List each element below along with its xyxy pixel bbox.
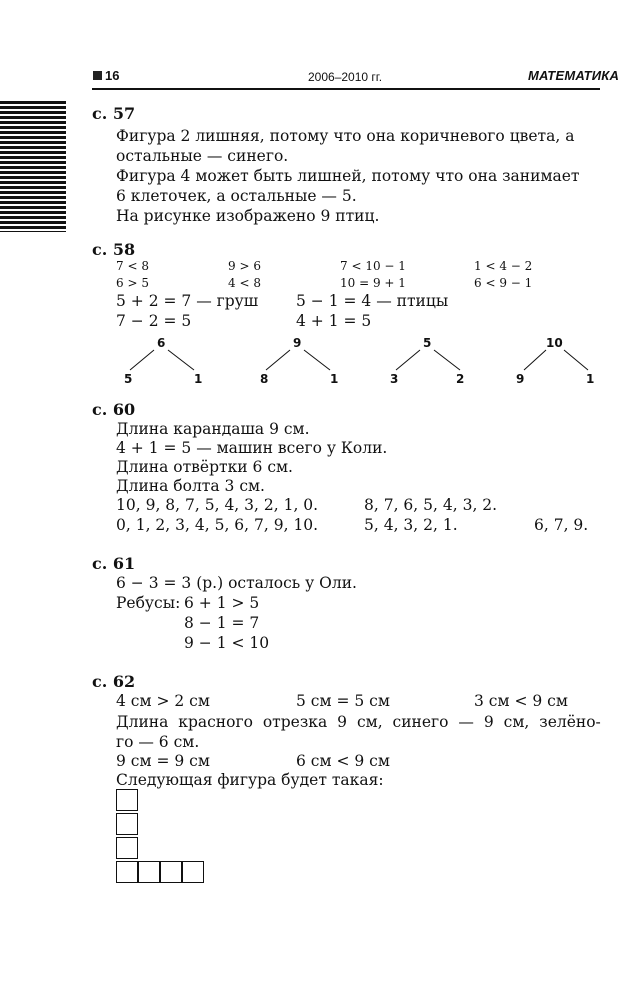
section-title-58: с. 58	[92, 240, 136, 259]
s62-compare: 3 см < 9 см	[474, 692, 568, 710]
tree-top-number: 10	[546, 336, 563, 350]
s62-compare: 9 см = 9 см	[116, 752, 210, 770]
s57-line-2: остальные — синего.	[116, 147, 289, 165]
s62-compare: 6 см < 9 см	[296, 752, 390, 770]
section-title-62: с. 62	[92, 672, 136, 691]
s58-compare: 1 < 4 − 2	[474, 259, 533, 273]
s58-compare: 7 < 8	[116, 259, 149, 273]
grid-cell	[116, 789, 138, 811]
s61-rebus: 8 − 1 = 7	[184, 614, 260, 632]
s60-sequence: 5, 4, 3, 2, 1.	[364, 516, 458, 534]
s57-line-5: На рисунке изображено 9 птиц.	[116, 207, 380, 225]
decorative-stripes	[0, 101, 66, 232]
page-number	[93, 68, 119, 83]
header-subject: МАТЕМАТИКА	[528, 68, 620, 83]
s60-sequence: 6, 7, 9.	[534, 516, 589, 534]
s61-rebus: 6 + 1 > 5	[184, 594, 260, 612]
tree-top-number: 5	[423, 336, 432, 350]
s62-next-figure-text: Следующая фигура будет такая:	[116, 771, 384, 789]
s62-compare: 5 см = 5 см	[296, 692, 390, 710]
s61-line-1: 6 − 3 = 3 (р.) осталось у Оли.	[116, 574, 357, 592]
grid-cell	[138, 861, 160, 883]
tree-top-number: 9	[293, 336, 302, 350]
number-tree	[248, 336, 368, 388]
tree-left-number: 8	[260, 372, 269, 386]
grid-cell	[116, 813, 138, 835]
section-title-60: с. 60	[92, 400, 136, 419]
s57-line-3: Фигура 4 может быть лишней, потому что она занимает	[116, 167, 580, 185]
s61-rebus: 9 − 1 < 10	[184, 634, 270, 652]
tree-right-number: 1	[330, 372, 339, 386]
s58-compare: 9 > 6	[228, 259, 261, 273]
number-tree	[112, 336, 232, 388]
tree-top-number: 6	[157, 336, 166, 350]
l-shape-figure	[116, 789, 208, 885]
section-title-61: с. 61	[92, 554, 136, 573]
s60-line-3: Длина отвёртки 6 см.	[116, 458, 293, 476]
tree-right-number: 1	[586, 372, 595, 386]
s57-line-4: 6 клеточек, а остальные — 5.	[116, 187, 357, 205]
s60-sequence: 10, 9, 8, 7, 5, 4, 3, 2, 1, 0.	[116, 496, 319, 514]
s61-rebus-label: Ребусы:	[116, 594, 181, 612]
s62-text: Длина красного отрезка 9 см, синего — 9 см, зелёно-	[116, 713, 601, 731]
header-rule	[92, 88, 600, 90]
section-title-57: с. 57	[92, 104, 136, 123]
s58-compare: 7 < 10 − 1	[340, 259, 406, 273]
s58-compare: 6 > 5	[116, 276, 149, 290]
s62-text: го — 6 см.	[116, 733, 200, 751]
s62-compare: 4 см > 2 см	[116, 692, 210, 710]
s58-equation: 4 + 1 = 5	[296, 312, 372, 330]
s60-line-2: 4 + 1 = 5 — машин всего у Коли.	[116, 439, 388, 457]
s60-line-4: Длина болта 3 см.	[116, 477, 265, 495]
grid-cell	[116, 861, 138, 883]
tree-left-number: 5	[124, 372, 133, 386]
square-bullet-icon	[93, 71, 102, 80]
s57-line-1: Фигура 2 лишняя, потому что она коричневого цвета, а	[116, 127, 575, 145]
grid-cell	[160, 861, 182, 883]
s58-compare: 6 < 9 − 1	[474, 276, 533, 290]
s60-sequence: 8, 7, 6, 5, 4, 3, 2.	[364, 496, 498, 514]
header-years: 2006–2010 гг.	[308, 70, 383, 84]
page-number-text: 16	[105, 68, 120, 83]
tree-right-number: 1	[194, 372, 203, 386]
tree-right-number: 2	[456, 372, 465, 386]
grid-cell	[116, 837, 138, 859]
tree-left-number: 9	[516, 372, 525, 386]
number-tree	[378, 336, 498, 388]
s58-equation: 5 − 1 = 4 — птицы	[296, 292, 449, 310]
s60-line-1: Длина карандаша 9 см.	[116, 420, 310, 438]
tree-left-number: 3	[390, 372, 399, 386]
s58-equation: 5 + 2 = 7 — груш	[116, 292, 259, 310]
s58-compare: 10 = 9 + 1	[340, 276, 406, 290]
s60-sequence: 0, 1, 2, 3, 4, 5, 6, 7, 9, 10.	[116, 516, 319, 534]
s58-compare: 4 < 8	[228, 276, 261, 290]
s58-equation: 7 − 2 = 5	[116, 312, 192, 330]
grid-cell	[182, 861, 204, 883]
number-tree	[506, 336, 626, 388]
